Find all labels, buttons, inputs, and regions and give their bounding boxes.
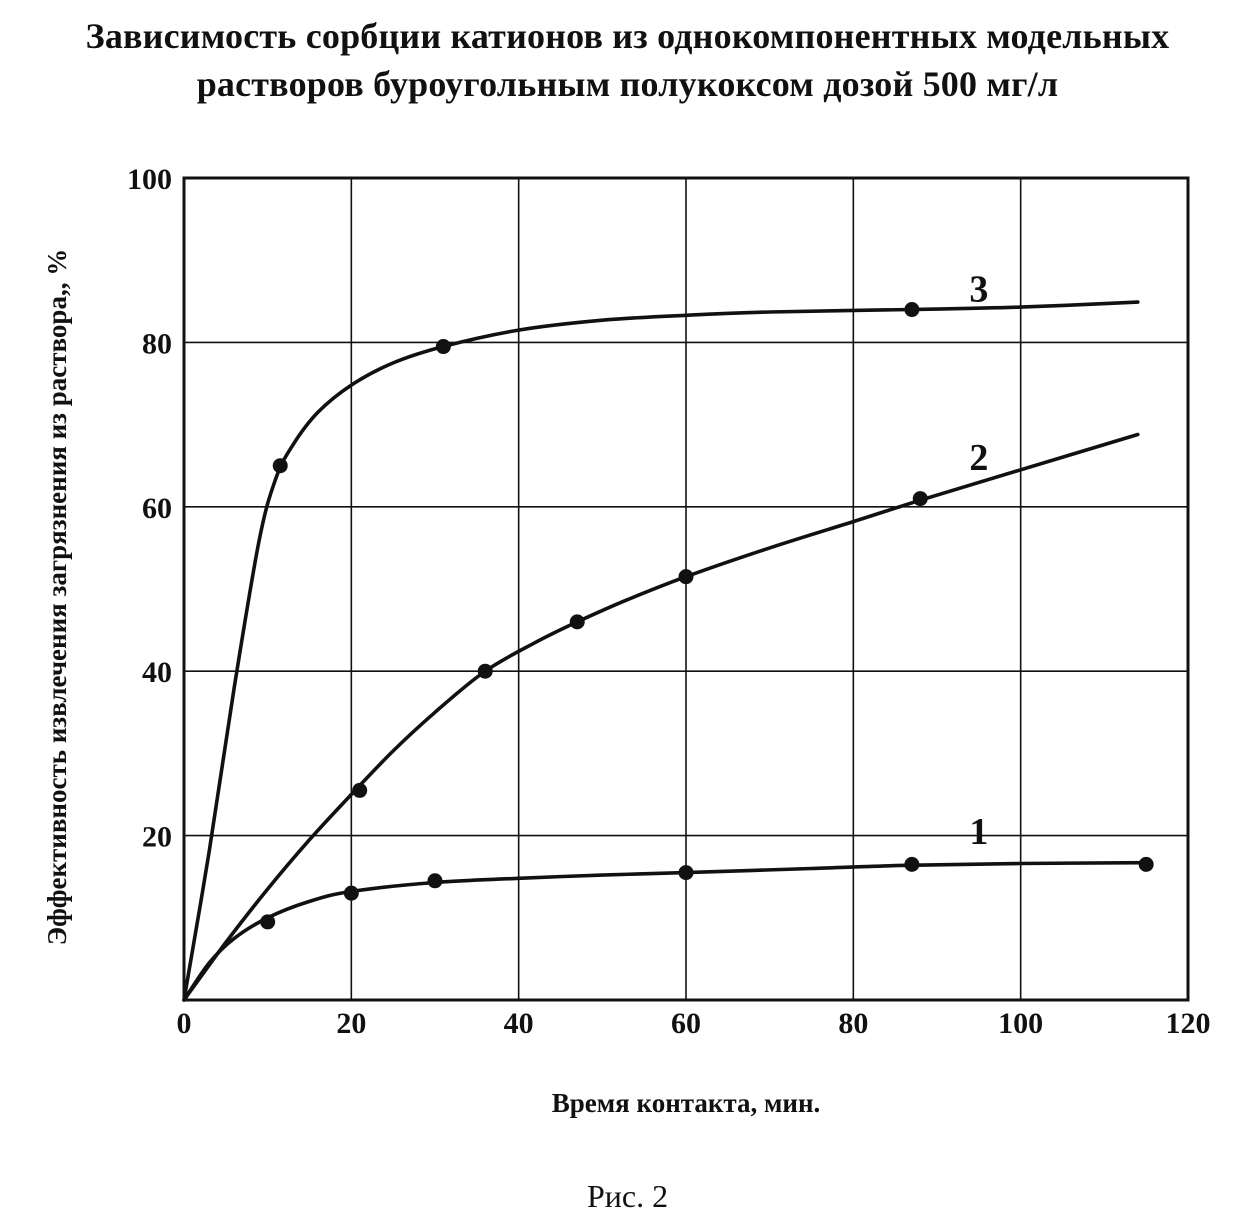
series-3-point xyxy=(904,302,919,317)
y-tick-label: 80 xyxy=(142,327,172,361)
x-tick-label: 20 xyxy=(336,1007,367,1040)
series-1-point xyxy=(344,886,359,901)
y-tick-label: 100 xyxy=(127,163,172,196)
curves xyxy=(184,302,1146,1000)
series-2-point xyxy=(913,491,928,506)
y-tick-label: 60 xyxy=(142,491,172,525)
x-tick-label: 60 xyxy=(671,1007,701,1040)
y-axis-label: Эффективность извлечения загрязнения из раствора,, % xyxy=(42,248,73,946)
x-tick-label: 80 xyxy=(838,1007,869,1040)
series-2-point xyxy=(679,569,694,584)
series-1-point xyxy=(679,865,694,880)
series-3-point xyxy=(436,339,451,354)
series-1-point xyxy=(1139,857,1154,872)
curve-label-3: 3 xyxy=(969,268,989,311)
series-1-point xyxy=(904,857,919,872)
x-tick-label: 0 xyxy=(176,1007,192,1040)
series-2-line xyxy=(184,435,1138,1001)
series-2-point xyxy=(570,614,585,629)
chart-title-line-1: Зависимость сорбции катионов из однокомпонентных модельных xyxy=(85,16,1170,56)
series-1-point xyxy=(428,873,443,888)
series-1-line xyxy=(184,863,1146,1000)
curve-label-1: 1 xyxy=(969,810,989,853)
curve-labels xyxy=(969,268,988,853)
series-2-point xyxy=(478,664,493,679)
y-tick-label: 20 xyxy=(142,820,172,854)
series-3-point xyxy=(273,458,288,473)
curve-label-2: 2 xyxy=(969,436,989,479)
chart-title-line-2: растворов буроугольным полукоксом дозой 500 мг/л xyxy=(196,64,1059,104)
x-tick-label: 40 xyxy=(503,1007,534,1040)
figure-caption: Рис. 2 xyxy=(586,1178,669,1214)
series-1-point xyxy=(260,914,275,929)
x-tick-label: 120 xyxy=(1165,1007,1211,1040)
series-2-point xyxy=(352,783,367,798)
x-tick-label: 100 xyxy=(998,1007,1044,1040)
y-tick-label: 40 xyxy=(142,656,172,690)
x-axis-label: Время контакта, мин. xyxy=(551,1088,821,1118)
